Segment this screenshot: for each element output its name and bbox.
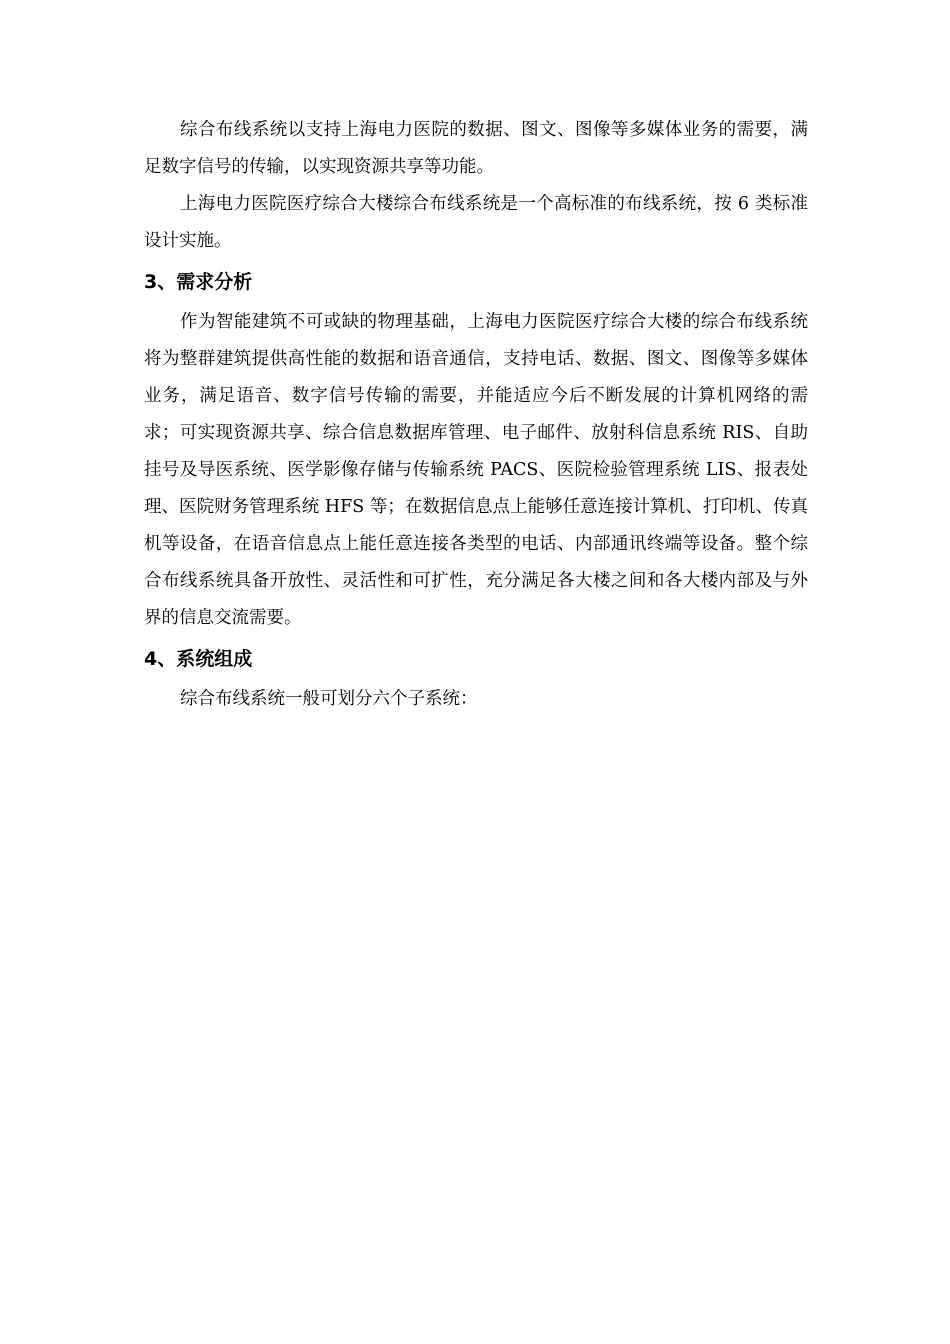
intro-paragraph-2: 上海电力医院医疗综合大楼综合布线系统是一个高标准的布线系统，按 6 类标准设计实施。 (144, 194, 808, 251)
section-3-heading: 3、需求分析 (144, 271, 253, 293)
document-body (144, 112, 808, 718)
section-4-paragraph: 综合布线系统一般可划分六个子系统： (180, 689, 478, 709)
intro-paragraph-1: 综合布线系统以支持上海电力医院的数据、图文、图像等多媒体业务的需要，满足数字信号的传输，以实现资源共享等功能。 (144, 120, 808, 177)
section-3-paragraph: 作为智能建筑不可或缺的物理基础，上海电力医院医疗综合大楼的综合布线系统将为整群建筑提供高性能的数据和语音通信，支持电话、数据、图文、图像等多媒体业务，满足语音、数字信号传输的需要，并能适应今后不断发展的计算机网络的需求；可实现资源共享、综合信息数据库管理、电子邮件、放射科信息系统 RIS、自助挂号及导医系统、医学影像存储与传输系统 PACS、医院检验管理系统 LIS、报表处理、医院财务管理系统 HFS 等；在数据信息点上能够任意连接计算机、打印机、传真机等设备，在语音信息点上能任意连接各类型的电话、内部通讯终端等设备。整个综合布线系统具备开放性、灵活性和可扩性，充分满足各大楼之间和各大楼内部及与外界的信息交流需要。 (144, 312, 808, 628)
section-4-heading: 4、系统组成 (144, 648, 253, 670)
